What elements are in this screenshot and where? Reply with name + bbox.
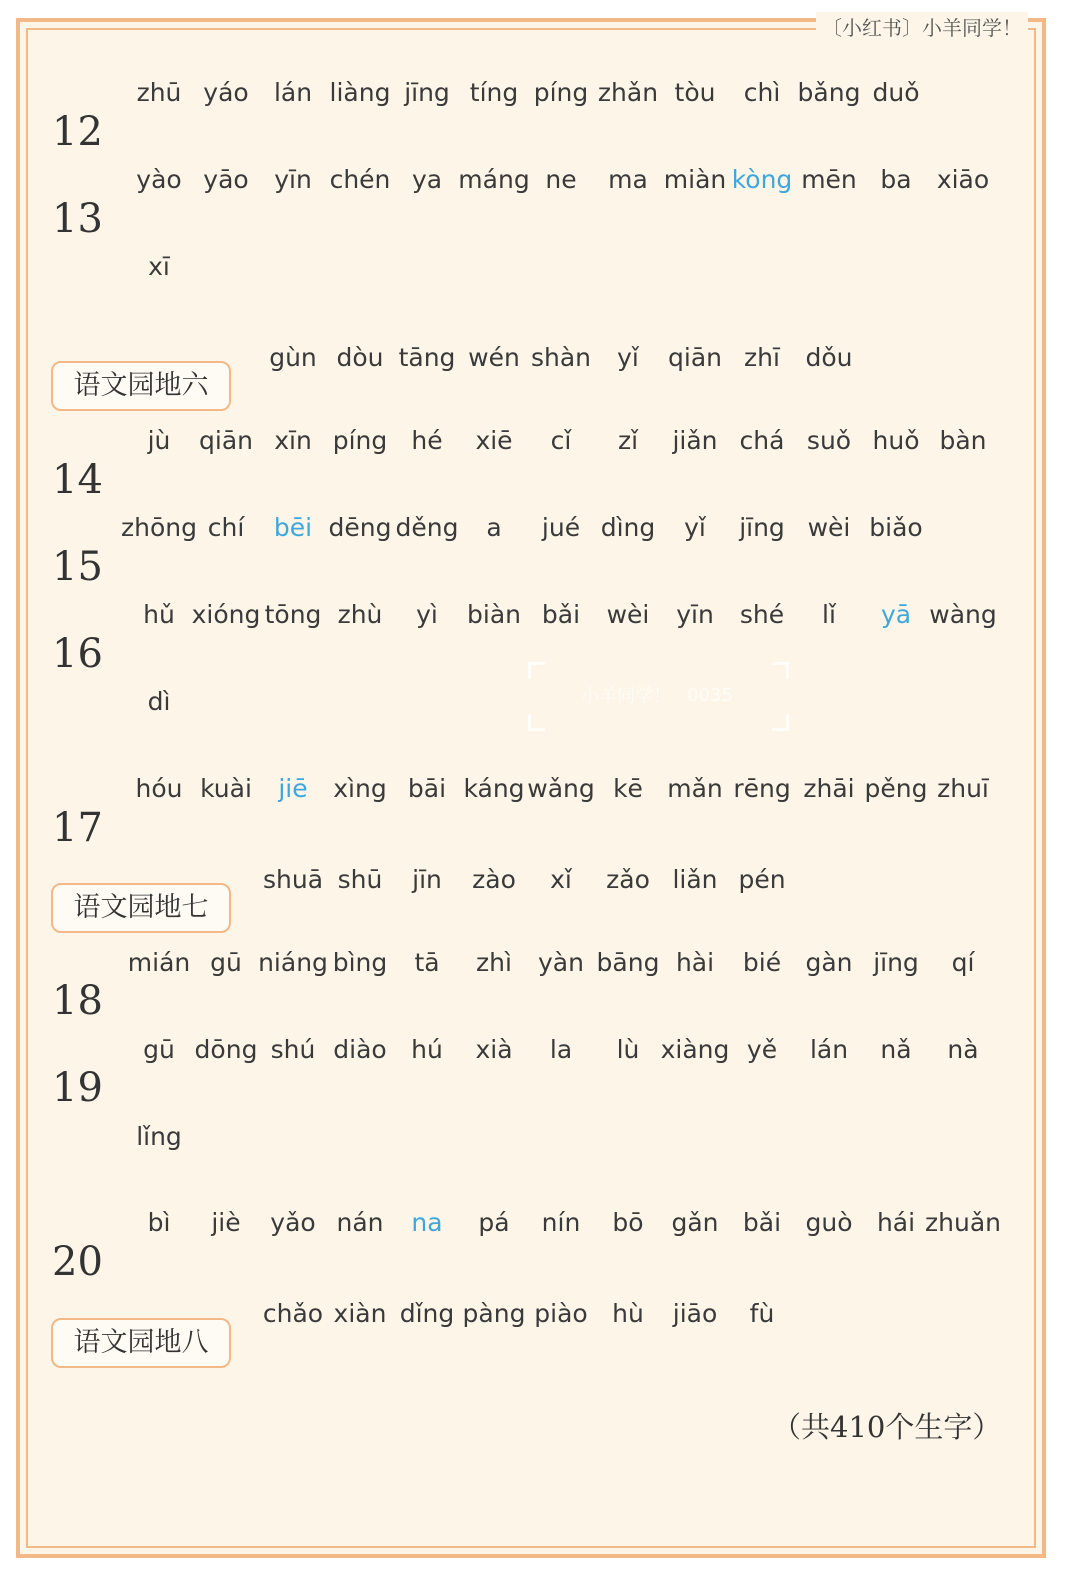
pinyin-syllable: pá	[478, 1208, 510, 1237]
pinyin-syllable: bēi	[273, 513, 313, 542]
pinyin-syllable: jiǎn	[672, 426, 718, 455]
pinyin-syllable: yào	[136, 165, 182, 194]
pinyin-syllable: děng	[395, 513, 459, 542]
pinyin-syllable: wǎng	[527, 774, 595, 803]
pinyin-syllable: dōng	[194, 1035, 258, 1064]
pinyin-syllable: mián	[127, 948, 191, 977]
pinyin-syllable: jué	[541, 513, 581, 542]
pinyin-syllable: tāng	[398, 343, 456, 372]
pinyin-syllable: lán	[809, 1035, 849, 1064]
pinyin-syllable: xiē	[475, 426, 513, 455]
pinyin-syllable: jīn	[412, 865, 442, 894]
pinyin-syllable: dìng	[600, 513, 656, 542]
pinyin-syllable: zhì	[476, 948, 512, 977]
pinyin-syllable: gū	[143, 1035, 175, 1064]
pinyin-syllable: ya	[411, 165, 443, 194]
pinyin-syllable: wèi	[606, 600, 650, 629]
pinyin-syllable: shé	[739, 600, 785, 629]
pinyin-syllable: bìng	[332, 948, 388, 977]
pinyin-syllable: hú	[411, 1035, 443, 1064]
pinyin-syllable: duǒ	[872, 78, 920, 107]
pinyin-syllable: kòng	[731, 165, 793, 194]
pinyin-syllable: kuài	[200, 774, 252, 803]
pinyin-syllable: nà	[947, 1035, 979, 1064]
pinyin-syllable: tōng	[264, 600, 322, 629]
pinyin-syllable: liàng	[329, 78, 391, 107]
lesson-number: 18	[52, 978, 103, 1024]
watermark-corner	[772, 662, 789, 679]
lesson-number: 14	[52, 457, 103, 503]
pinyin-syllable: shú	[270, 1035, 316, 1064]
pinyin-syllable: píng	[332, 426, 388, 455]
pinyin-syllable: na	[411, 1208, 443, 1237]
pinyin-syllable: bāng	[596, 948, 660, 977]
pinyin-syllable: hài	[675, 948, 715, 977]
lesson-number: 20	[52, 1239, 103, 1285]
pinyin-syllable: biàn	[467, 600, 521, 629]
pinyin-syllable: yāo	[203, 165, 249, 194]
pinyin-syllable: diào	[333, 1035, 387, 1064]
pinyin-syllable: chǎo	[262, 1299, 324, 1328]
pinyin-syllable: suǒ	[806, 426, 852, 455]
pinyin-syllable: miàn	[663, 165, 727, 194]
pinyin-syllable: gàn	[805, 948, 853, 977]
pinyin-syllable: mǎn	[667, 774, 723, 803]
lesson-number: 17	[52, 805, 103, 851]
section-label: 语文园地八	[51, 1318, 231, 1368]
pinyin-syllable: pén	[738, 865, 786, 894]
pinyin-syllable: xià	[475, 1035, 513, 1064]
pinyin-syllable: xīn	[274, 426, 312, 455]
pinyin-syllable: máng	[458, 165, 530, 194]
pinyin-syllable: dǐng	[399, 1299, 455, 1328]
pinyin-syllable: jiē	[278, 774, 308, 803]
pinyin-syllable: yīn	[676, 600, 714, 629]
pinyin-syllable: zhāi	[803, 774, 855, 803]
pinyin-syllable: hé	[411, 426, 443, 455]
pinyin-syllable: jiāo	[672, 1299, 718, 1328]
pinyin-syllable: yǐ	[617, 343, 639, 372]
pinyin-syllable: chén	[329, 165, 391, 194]
pinyin-syllable: jù	[147, 426, 171, 455]
pinyin-syllable: bǎi	[742, 1208, 782, 1237]
pinyin-syllable: zhū	[136, 78, 182, 107]
lesson-number: 13	[52, 196, 103, 242]
center-watermark-text: 小羊同学！	[581, 686, 672, 707]
pinyin-syllable: zào	[472, 865, 516, 894]
pinyin-syllable: lán	[273, 78, 313, 107]
pinyin-syllable: bì	[147, 1208, 171, 1237]
pinyin-syllable: huǒ	[872, 426, 920, 455]
center-watermark-id: 0035	[687, 684, 733, 706]
pinyin-syllable: yīn	[274, 165, 312, 194]
pinyin-syllable: hǔ	[143, 600, 175, 629]
pinyin-syllable: lǐ	[822, 600, 836, 629]
pinyin-syllable: lǐng	[136, 1122, 182, 1151]
pinyin-syllable: qí	[951, 948, 975, 977]
pinyin-syllable: gǎn	[671, 1208, 719, 1237]
pinyin-syllable: mēn	[801, 165, 857, 194]
pinyin-syllable: gùn	[269, 343, 317, 372]
pinyin-syllable: ma	[608, 165, 648, 194]
pinyin-syllable: lù	[616, 1035, 640, 1064]
pinyin-syllable: wèi	[807, 513, 851, 542]
pinyin-syllable: bāi	[407, 774, 447, 803]
pinyin-syllable: bǎng	[797, 78, 861, 107]
pinyin-syllable: dǒu	[805, 343, 853, 372]
center-watermark	[528, 662, 786, 728]
pinyin-syllable: jīng	[404, 78, 450, 107]
pinyin-syllable: píng	[533, 78, 589, 107]
pinyin-syllable: niáng	[258, 948, 328, 977]
pinyin-syllable: zhǎn	[597, 78, 659, 107]
pinyin-syllable: shū	[337, 865, 383, 894]
pinyin-syllable: dì	[147, 687, 171, 716]
pinyin-syllable: ba	[880, 165, 912, 194]
pinyin-syllable: nán	[336, 1208, 384, 1237]
pinyin-syllable: xiàng	[660, 1035, 730, 1064]
pinyin-syllable: bàn	[939, 426, 987, 455]
pinyin-syllable: bié	[742, 948, 782, 977]
pinyin-syllable: pàng	[462, 1299, 526, 1328]
pinyin-syllable: yǐ	[684, 513, 706, 542]
pinyin-syllable: gū	[210, 948, 242, 977]
pinyin-syllable: chì	[743, 78, 781, 107]
pinyin-syllable: zǎo	[606, 865, 650, 894]
pinyin-syllable: wén	[468, 343, 520, 372]
pinyin-syllable: pěng	[864, 774, 928, 803]
pinyin-syllable: shàn	[530, 343, 592, 372]
pinyin-syllable: zǐ	[617, 426, 639, 455]
pinyin-syllable: zhōng	[121, 513, 197, 542]
pinyin-syllable: yì	[416, 600, 438, 629]
pinyin-syllable: liǎn	[672, 865, 718, 894]
pinyin-syllable: la	[549, 1035, 573, 1064]
pinyin-syllable: zhù	[337, 600, 383, 629]
pinyin-syllable: yě	[746, 1035, 778, 1064]
lesson-number: 19	[52, 1065, 103, 1111]
pinyin-syllable: yáo	[203, 78, 249, 107]
pinyin-syllable: wàng	[929, 600, 997, 629]
pinyin-syllable: hái	[876, 1208, 916, 1237]
pinyin-syllable: xiāo	[936, 165, 990, 194]
pinyin-syllable: tíng	[469, 78, 519, 107]
pinyin-syllable: guò	[805, 1208, 853, 1237]
pinyin-syllable: a	[486, 513, 502, 542]
pinyin-syllable: yàn	[538, 948, 584, 977]
pinyin-syllable: hóu	[135, 774, 183, 803]
pinyin-syllable: yā	[880, 600, 912, 629]
pinyin-syllable: piào	[534, 1299, 588, 1328]
pinyin-syllable: biǎo	[869, 513, 923, 542]
pinyin-syllable: xióng	[191, 600, 261, 629]
pinyin-syllable: jīng	[873, 948, 919, 977]
lesson-number: 16	[52, 631, 103, 677]
pinyin-syllable: yǎo	[270, 1208, 316, 1237]
lesson-number: 15	[52, 544, 103, 590]
pinyin-syllable: nǎ	[880, 1035, 912, 1064]
pinyin-syllable: dòu	[336, 343, 384, 372]
pinyin-syllable: fù	[749, 1299, 775, 1328]
pinyin-syllable: dēng	[328, 513, 392, 542]
pinyin-syllable: cǐ	[550, 426, 572, 455]
section-label: 语文园地六	[51, 361, 231, 411]
pinyin-syllable: shuā	[262, 865, 324, 894]
pinyin-syllable: bǎi	[541, 600, 581, 629]
pinyin-syllable: chá	[739, 426, 785, 455]
pinyin-syllable: qiān	[199, 426, 253, 455]
pinyin-syllable: kē	[613, 774, 643, 803]
pinyin-syllable: nín	[541, 1208, 581, 1237]
pinyin-syllable: xìng	[333, 774, 387, 803]
watermark-corner	[528, 714, 545, 731]
pinyin-syllable: zhuī	[937, 774, 989, 803]
pinyin-syllable: qiān	[668, 343, 722, 372]
section-label: 语文园地七	[51, 883, 231, 933]
pinyin-syllable: rēng	[733, 774, 791, 803]
pinyin-syllable: chí	[207, 513, 245, 542]
pinyin-syllable: jīng	[739, 513, 785, 542]
pinyin-syllable: xiàn	[333, 1299, 387, 1328]
pinyin-syllable: zhuǎn	[925, 1208, 1001, 1237]
watermark-top: 〔小红书〕小羊同学！	[816, 12, 1028, 41]
total-characters: （共410个生字）	[772, 1410, 1002, 1444]
pinyin-syllable: tòu	[674, 78, 716, 107]
pinyin-syllable: tā	[414, 948, 440, 977]
pinyin-syllable: zhī	[744, 343, 780, 372]
pinyin-syllable: hù	[612, 1299, 644, 1328]
pinyin-syllable: bō	[612, 1208, 644, 1237]
watermark-corner	[528, 662, 545, 679]
pinyin-syllable: ne	[545, 165, 577, 194]
pinyin-syllable: káng	[463, 774, 525, 803]
pinyin-syllable: xī	[148, 252, 170, 281]
pinyin-syllable: jiè	[211, 1208, 241, 1237]
lesson-number: 12	[52, 109, 103, 155]
watermark-corner	[772, 714, 789, 731]
pinyin-syllable: xǐ	[550, 865, 572, 894]
